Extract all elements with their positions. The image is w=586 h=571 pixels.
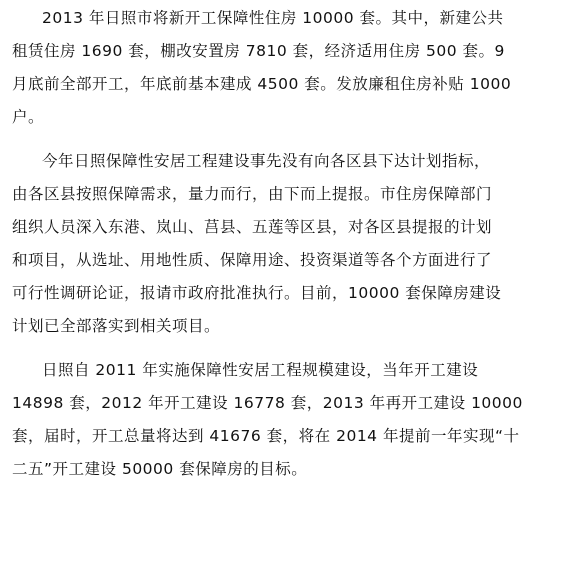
paragraph-spacer bbox=[12, 134, 574, 145]
text-line: 租赁住房 1690 套，棚改安置房 7810 套，经济适用住房 500 套。9 bbox=[12, 42, 505, 60]
text-line: 套，届时，开工总量将达到 41676 套，将在 2014 年提前一年实现“十 bbox=[12, 427, 520, 445]
paragraph-history-goals bbox=[12, 354, 574, 486]
paragraph-spacer bbox=[12, 343, 574, 354]
text-line: 计划已全部落实到相关项目。 bbox=[12, 317, 221, 335]
paragraph-housing-plan bbox=[12, 2, 574, 134]
text-line: 和项目，从选址、用地性质、保障用途、投资渠道等各个方面进行了 bbox=[12, 251, 493, 269]
text-line: 日照自 2011 年实施保障性安居工程规模建设，当年开工建设 bbox=[42, 361, 479, 379]
text-line: 可行性调研论证，报请市政府批准执行。目前，10000 套保障房建设 bbox=[12, 284, 502, 302]
text-line: 2013 年日照市将新开工保障性住房 10000 套。其中，新建公共 bbox=[42, 9, 504, 27]
text-line: 户。 bbox=[12, 108, 45, 126]
text-line: 二五”开工建设 50000 套保障房的目标。 bbox=[12, 460, 308, 478]
text-line: 月底前全部开工，年底前基本建成 4500 套。发放廉租住房补贴 1000 bbox=[12, 75, 512, 93]
text-line: 由各区县按照保障需求，量力而行，由下而上提报。市住房保障部门 bbox=[12, 185, 493, 203]
text-line: 14898 套，2012 年开工建设 16778 套，2013 年再开工建设 10000 bbox=[12, 394, 523, 412]
text-line: 今年日照保障性安居工程建设事先没有向各区县下达计划指标， bbox=[42, 152, 491, 170]
text-line: 组织人员深入东港、岚山、莒县、五莲等区县，对各区县提报的计划 bbox=[12, 218, 493, 236]
paragraph-planning-process bbox=[12, 145, 574, 343]
